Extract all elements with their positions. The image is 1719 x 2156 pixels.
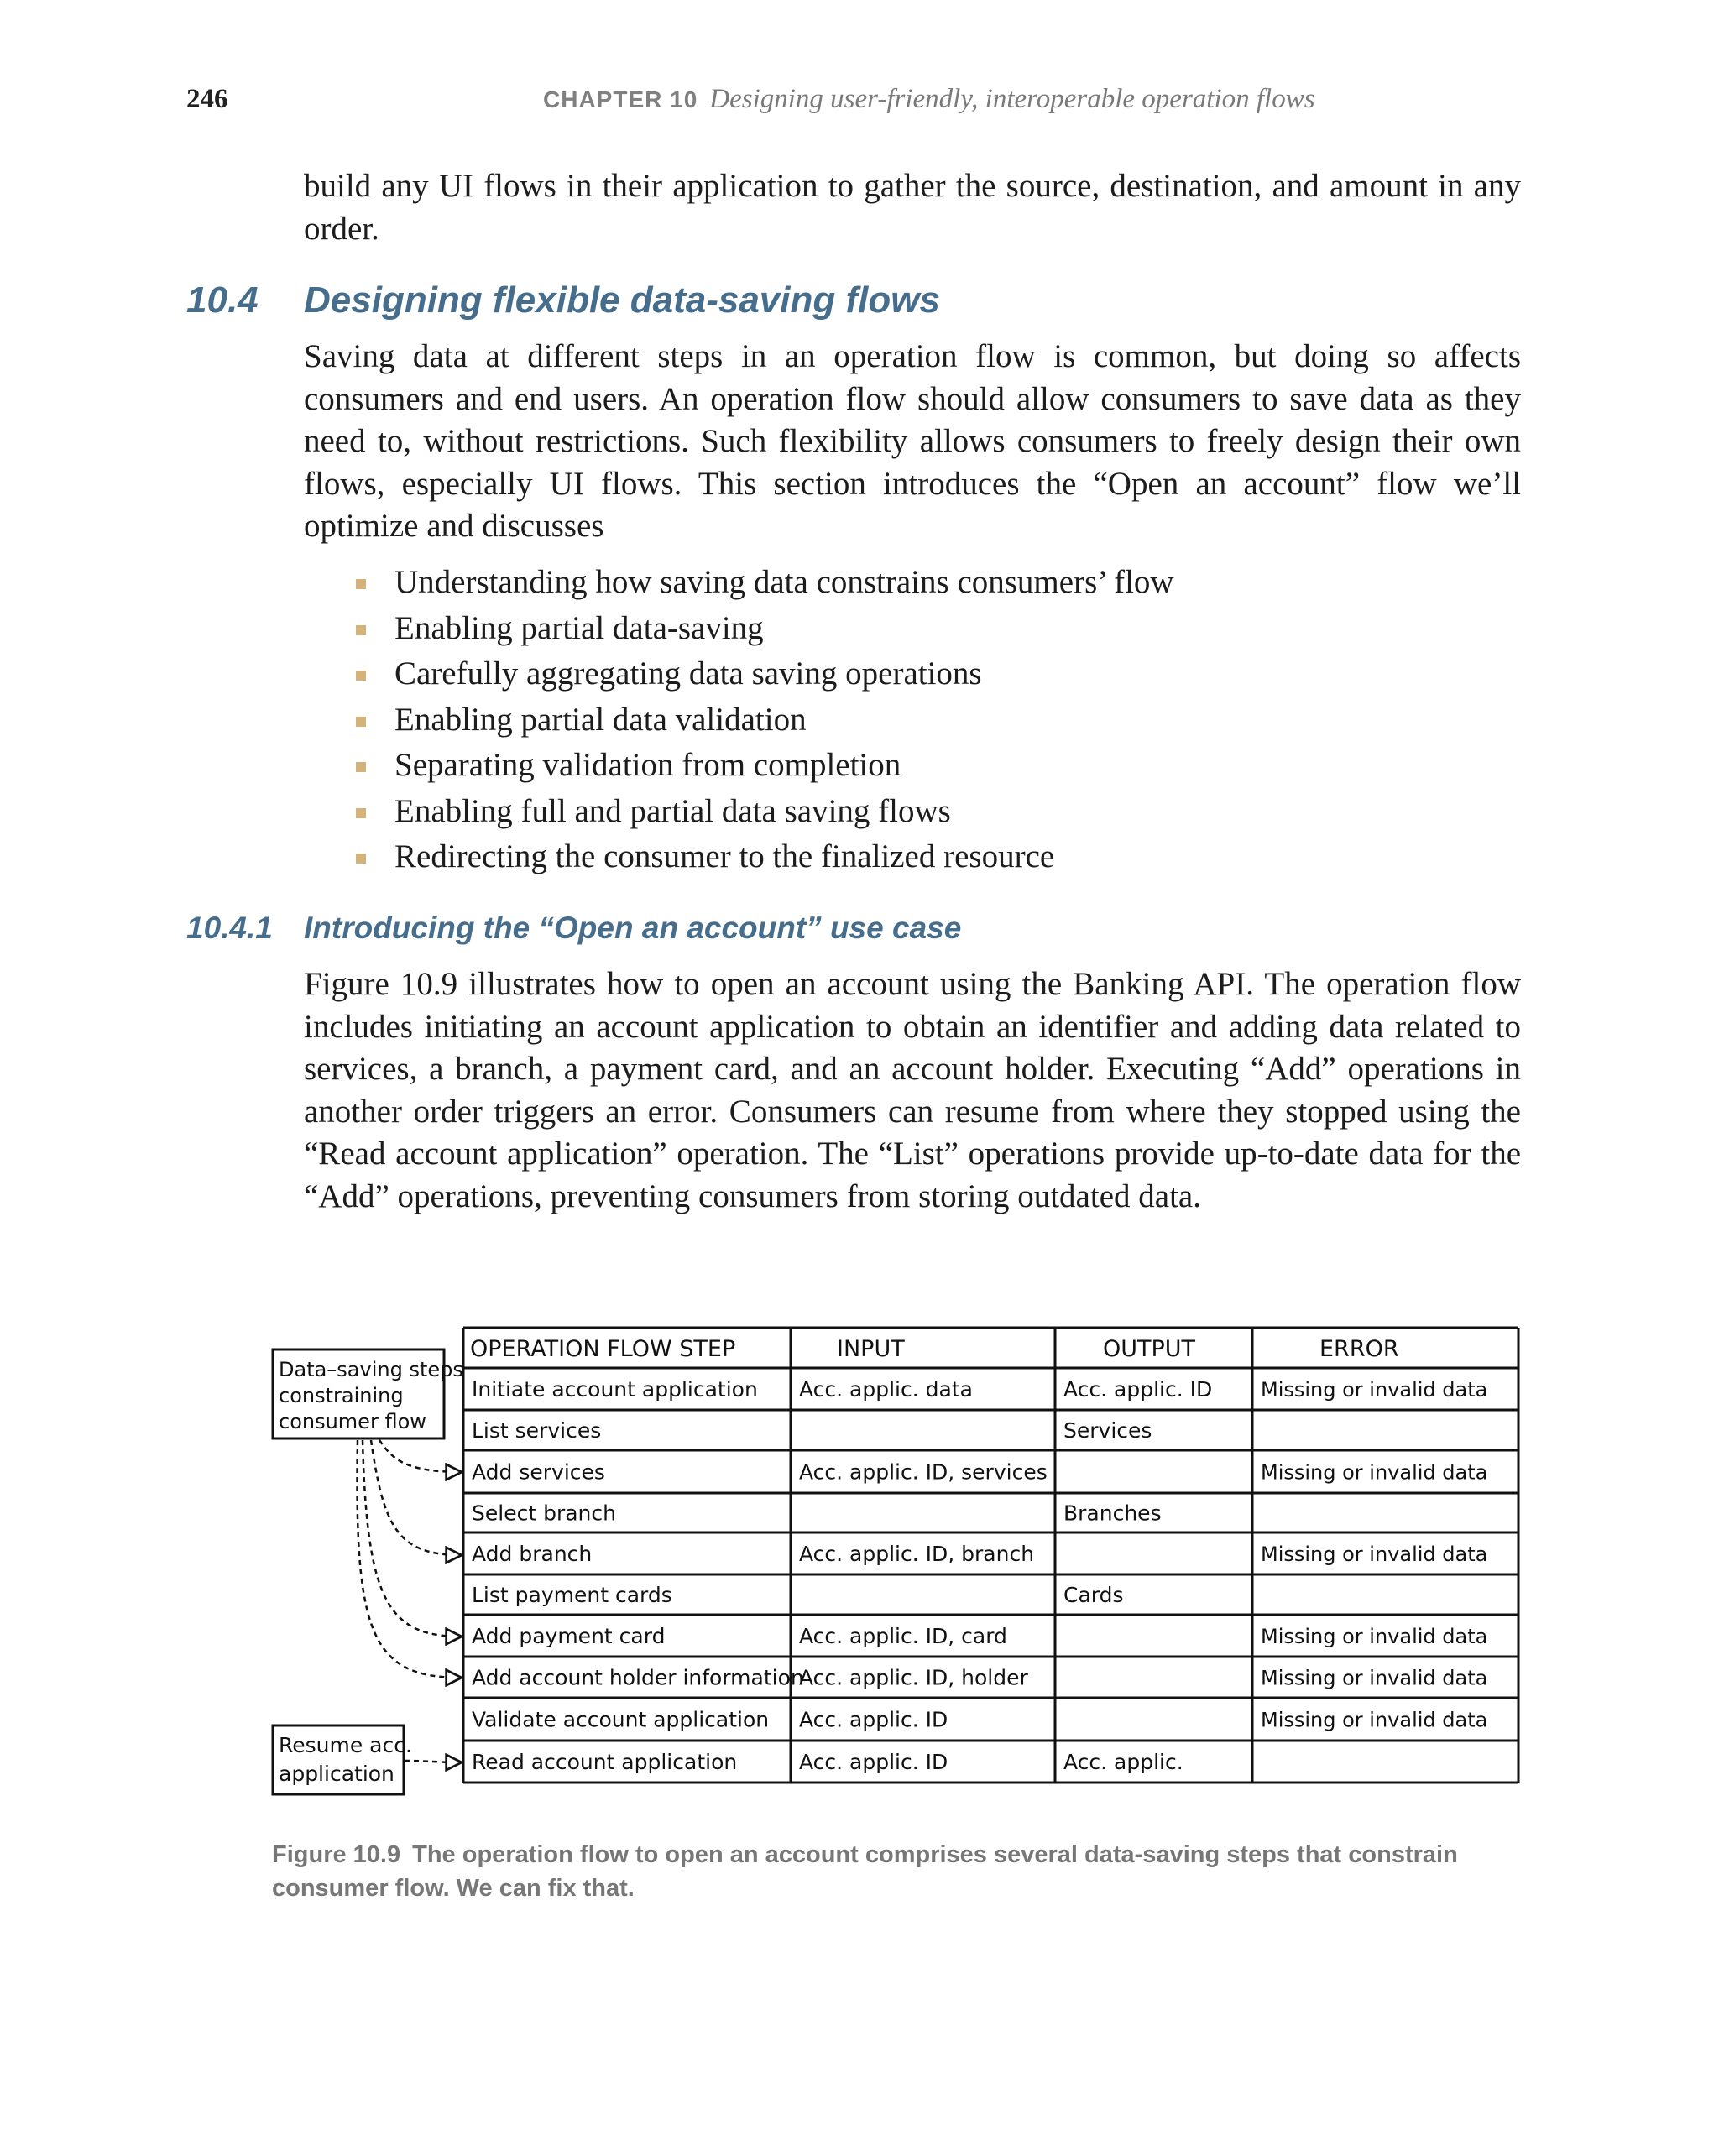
table-cell-input: Acc. applic. ID, services — [799, 1459, 1048, 1485]
table-cell-input: Acc. applic. ID — [799, 1750, 948, 1774]
table-cell-step: List services — [472, 1418, 602, 1443]
table-cell-error: Missing or invalid data — [1261, 1666, 1488, 1690]
table-cell-error: Missing or invalid data — [1261, 1378, 1488, 1402]
table-cell-output: Acc. applic. ID — [1063, 1377, 1213, 1402]
arrow-add-payment-card — [363, 1440, 462, 1637]
list-item: Enabling partial data-saving — [354, 606, 1174, 652]
table-cell-error: Missing or invalid data — [1261, 1708, 1488, 1732]
callout-resume-line-1: Resume acc. — [279, 1733, 412, 1757]
list-item: Redirecting the consumer to the finalized resource — [354, 834, 1174, 880]
table-cell-input: Acc. applic. data — [799, 1377, 973, 1402]
paragraph-1-text: build any UI flows in their application to gather the source, destination, and amount in any order. — [304, 168, 1521, 247]
table-cell-output: Cards — [1063, 1583, 1124, 1607]
arrow-add-branch — [371, 1440, 462, 1555]
section-title: Designing flexible data-saving flows — [304, 279, 940, 321]
list-item: Enabling partial data validation — [354, 697, 1174, 744]
section-intro — [304, 336, 1521, 548]
callout-resume-line-2: application — [279, 1762, 394, 1786]
section-intro-text: Saving data at different steps in an operation flow is common, but doing so affects consumers and end users. An operation flow should allow consumers to save data as they need to, without restrictions. Such flexibility allows consumers to freely design their own flows, especially UI flows. This section introduces the “Open an account” flow we’ll optimize and discusses — [304, 338, 1521, 544]
table-header-output: OUTPUT — [1103, 1336, 1196, 1362]
list-item: Understanding how saving data constrains consumers’ flow — [354, 560, 1174, 606]
table-cell-step: Initiate account application — [472, 1377, 758, 1402]
table-header-step: OPERATION FLOW STEP — [470, 1336, 736, 1362]
page-number: 246 — [186, 84, 228, 114]
paragraph-continued — [304, 165, 1521, 250]
table-cell-error: Missing or invalid data — [1261, 1625, 1488, 1648]
table-header-input: INPUT — [837, 1336, 905, 1362]
subsection-body-text: Figure 10.9 illustrates how to open an account using the Banking API. The operation flow includes initiating an account application to obtain an identifier and adding data related to services, a branch, a payment card, and an account holder. Executing “Add” operations in another order triggers an error. Consumers can resume from where they stopped using the “Read account application” operation. The “List” operations provide up-to-date data for the “Add” operations, preventing consumers from storing outdated data. — [304, 966, 1521, 1214]
subsection-heading — [186, 911, 961, 946]
list-item: Enabling full and partial data saving flows — [354, 789, 1174, 835]
caption-text: The operation flow to open an account comprises several data-saving steps that constrain consumer flow. We can fix that. — [272, 1841, 1458, 1902]
section-number: 10.4 — [186, 279, 259, 321]
section-heading — [186, 279, 940, 321]
table-cell-step: Read account application — [472, 1750, 738, 1774]
table-cell-input: Acc. applic. ID, branch — [799, 1542, 1035, 1566]
caption-label: Figure 10.9 — [272, 1841, 401, 1868]
operation-flow-diagram — [270, 1324, 1521, 1803]
subsection-title: Introducing the “Open an account” use case — [304, 911, 962, 945]
callout-data-saving-line-2: constraining — [279, 1384, 404, 1407]
callout-data-saving-line-1: Data–saving steps — [279, 1358, 463, 1381]
table-cell-step: List payment cards — [472, 1583, 672, 1607]
table-cell-error: Missing or invalid data — [1261, 1460, 1488, 1485]
table-cell-output: Branches — [1063, 1501, 1162, 1526]
arrow-add-holder — [358, 1440, 462, 1678]
subsection-number: 10.4.1 — [186, 911, 273, 945]
arrow-add-services — [379, 1440, 462, 1472]
table-cell-error: Missing or invalid data — [1261, 1543, 1488, 1566]
figure-caption — [272, 1838, 1523, 1905]
list-item: Carefully aggregating data saving operations — [354, 651, 1174, 697]
callout-data-saving-line-3: consumer flow — [279, 1410, 426, 1433]
table-cell-output: Acc. applic. — [1063, 1750, 1183, 1774]
running-head — [543, 84, 1315, 115]
flow-table-text — [470, 1336, 1487, 1774]
arrow-read-application — [405, 1761, 462, 1762]
connector-arrows — [358, 1440, 462, 1762]
table-cell-output: Services — [1063, 1418, 1152, 1443]
subsection-body — [304, 963, 1521, 1218]
chapter-title: Designing user-friendly, interoperable operation flows — [709, 84, 1315, 114]
table-cell-step: Add account holder information — [472, 1665, 804, 1690]
figure-10-9 — [270, 1324, 1521, 1803]
table-cell-step: Add payment card — [472, 1624, 666, 1648]
table-cell-step: Add services — [472, 1459, 605, 1485]
list-item: Separating validation from completion — [354, 743, 1174, 789]
table-cell-step: Validate account application — [472, 1707, 770, 1732]
table-cell-step: Select branch — [472, 1501, 616, 1526]
topic-list — [354, 560, 1174, 880]
table-header-error: ERROR — [1319, 1336, 1399, 1362]
table-cell-input: Acc. applic. ID — [799, 1707, 948, 1732]
table-cell-input: Acc. applic. ID, holder — [799, 1665, 1028, 1690]
table-cell-step: Add branch — [472, 1542, 593, 1566]
running-header — [186, 77, 1328, 119]
chapter-label: CHAPTER 10 — [543, 86, 698, 112]
table-cell-input: Acc. applic. ID, card — [799, 1624, 1007, 1648]
